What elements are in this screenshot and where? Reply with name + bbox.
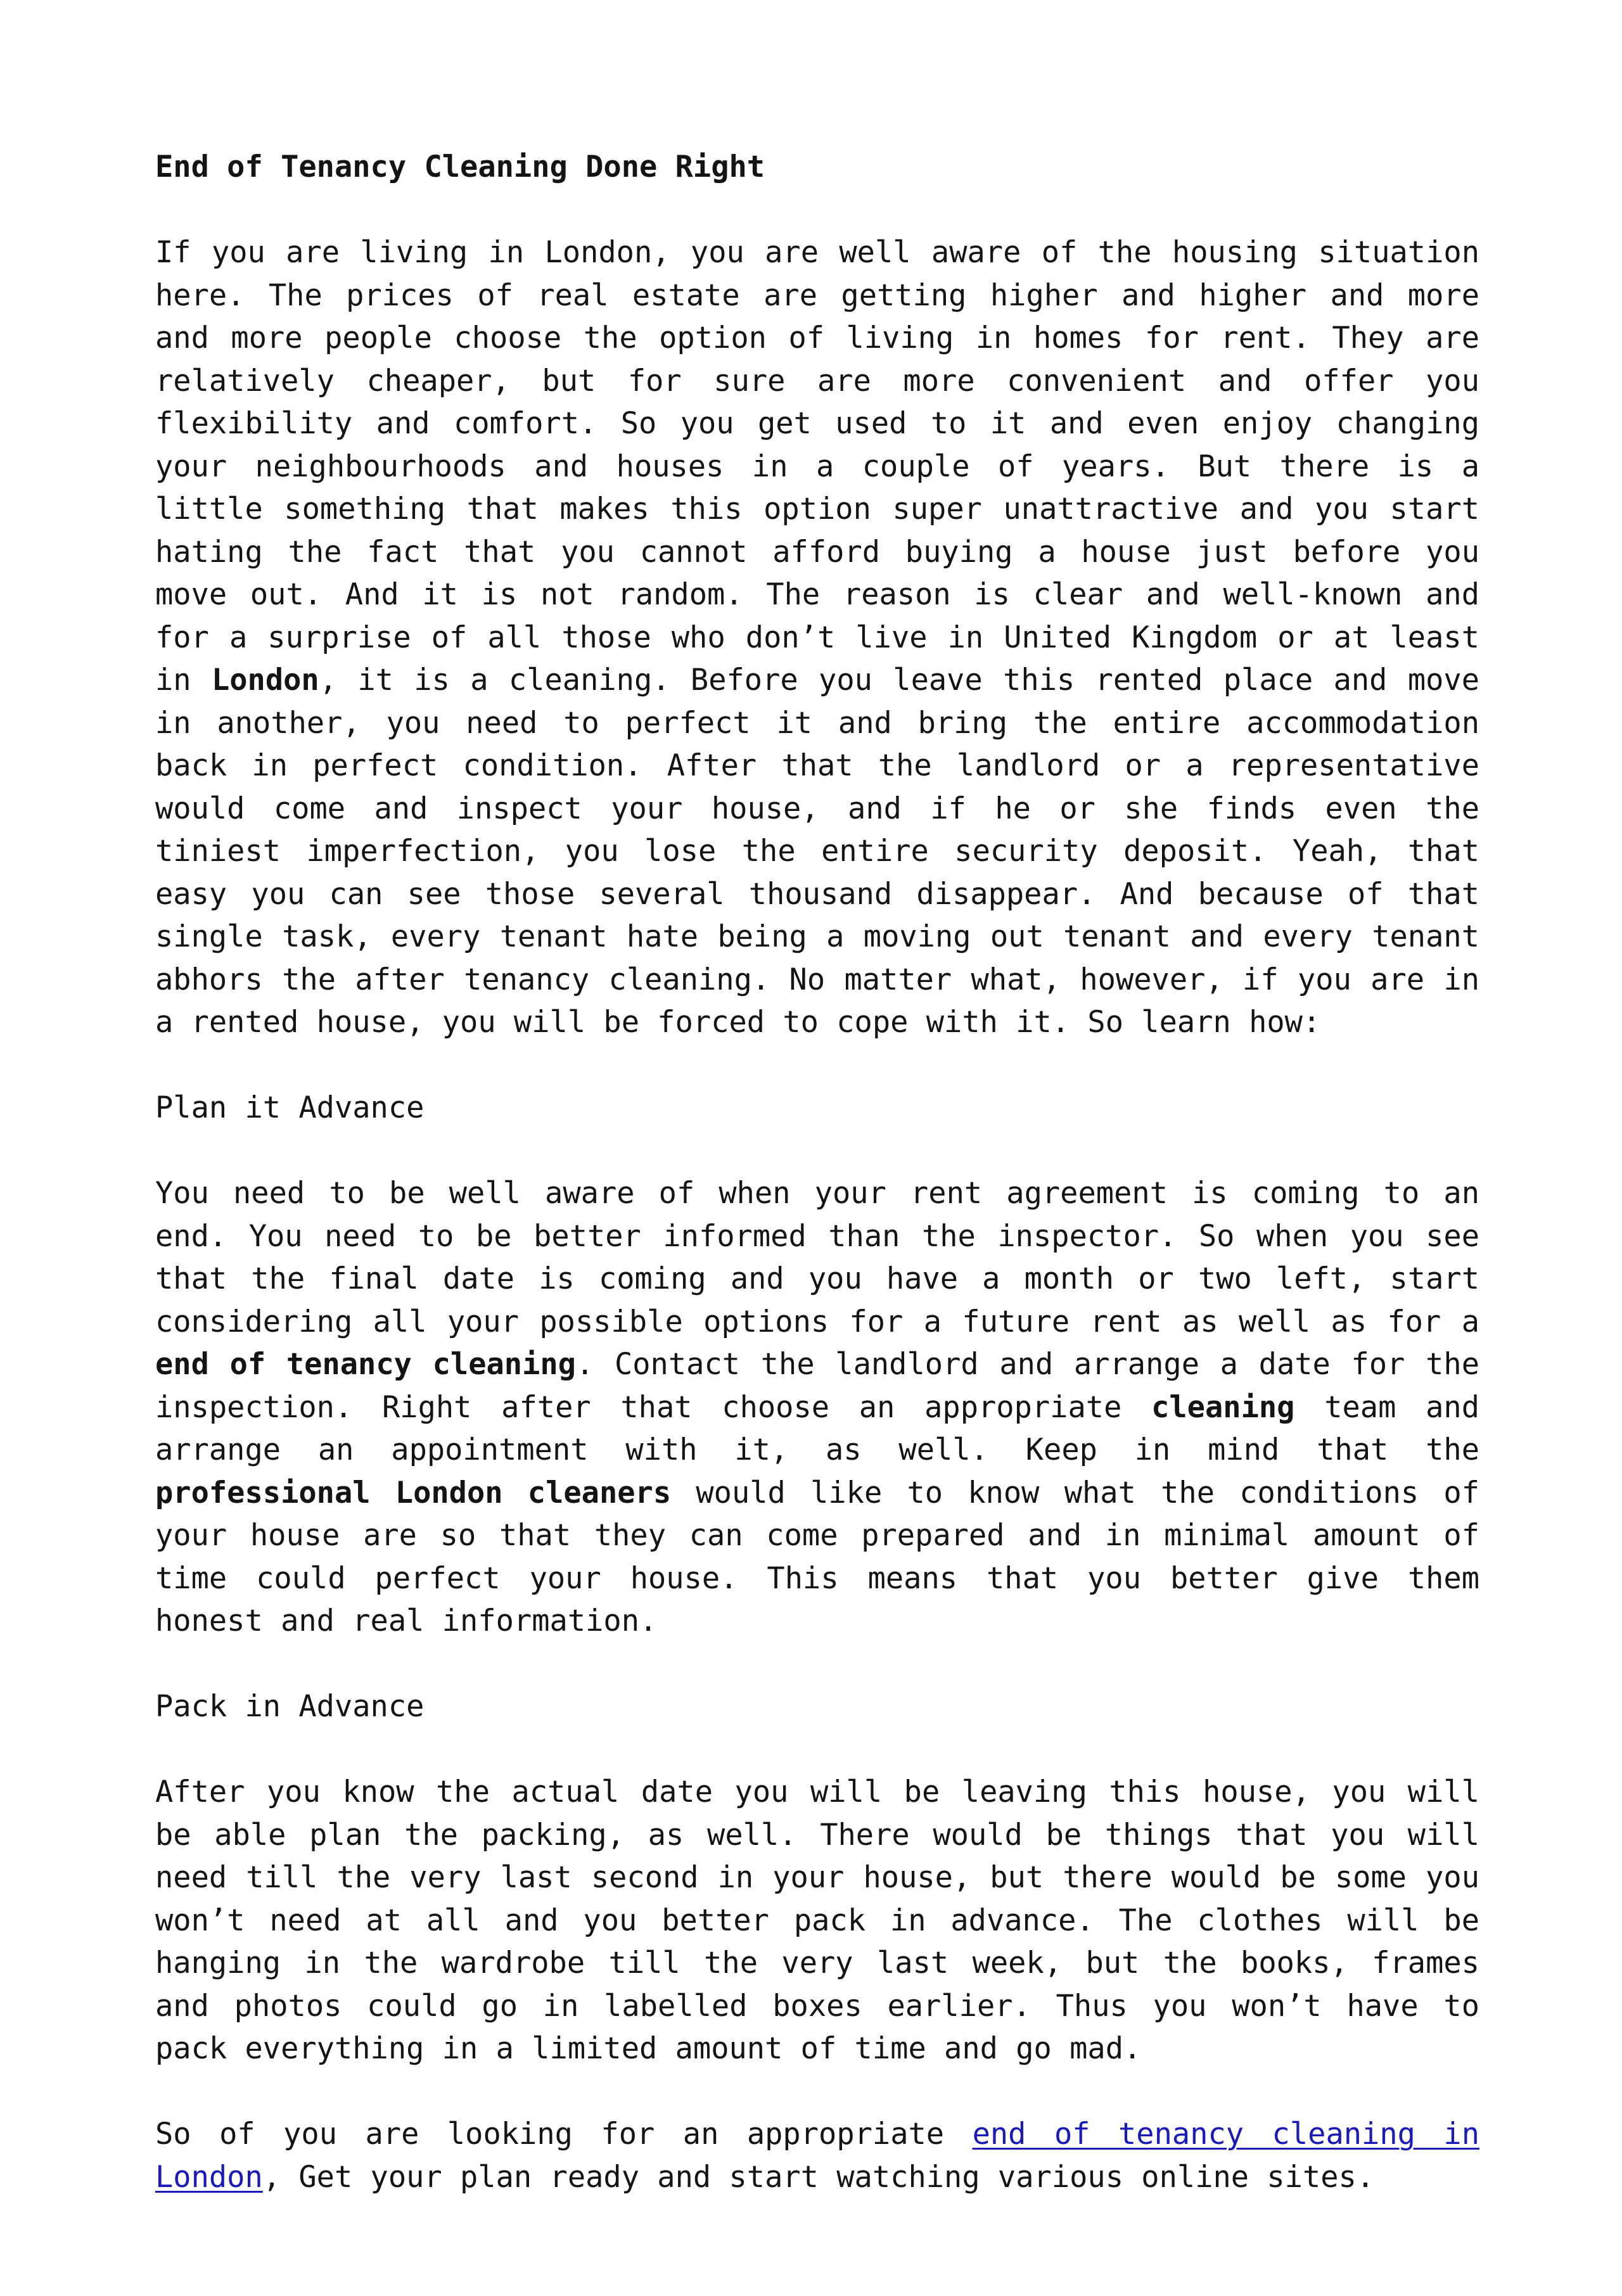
plan-text-4: would like to know what the conditions of your house are so that they can come prepared and in minimal amount of time could perfect your house. This means that you better give them honest and real information. <box>155 1475 1479 1638</box>
section-heading-pack: Pack in Advance <box>155 1689 425 1724</box>
intro-paragraph <box>155 231 1479 1044</box>
plan-text-2: . Contact the landlord and arrange a date for the inspection. Right after that choose an appropriate <box>155 1347 1479 1425</box>
closing-text-2: , Get your plan ready and start watching various online sites. <box>262 2159 1375 2195</box>
closing-paragraph <box>155 2113 1479 2198</box>
pack-paragraph <box>155 1771 1479 2070</box>
closing-text-1: So of you are looking for an appropriate <box>155 2117 973 2152</box>
plan-bold-professional-cleaners: professional London cleaners <box>155 1475 672 1510</box>
plan-bold-cleaning: cleaning <box>1151 1389 1295 1425</box>
end-of-tenancy-link[interactable]: end of tenancy cleaning in London <box>155 2117 1479 2195</box>
section-heading-plan: Plan it Advance <box>155 1090 425 1125</box>
intro-bold-london: London <box>211 663 319 698</box>
plan-text-3: team and arrange an appointment with it, as well. Keep in mind that the <box>155 1389 1479 1467</box>
pack-text-1: After you know the actual date you will be leaving this house, you will be able plan the packing, as well. There would be things that you will need till the very last second in your house, but there would be some you won’t need at all and you better pack in advance. The clothes will be hanging in the wardrobe till the very last week, but the books, frames and photos could go in labelled boxes earlier. Thus you won’t have to pack everything in a limited amount of time and go mad. <box>155 1775 1479 2066</box>
intro-text-1: If you are living in London, you are well aware of the housing situation here. The prices of real estate are getting higher and higher and more and more people choose the option of living in homes for rent. They are relatively cheaper, but for sure are more convenient and offer you flexibility and comfort. So you get used to it and even enjoy changing your neighbourhoods and houses in a couple of years. But there is a little something that makes this option super unattractive and you start hating the fact that you cannot afford buying a house just before you move out. And it is not random. The reason is clear and well-known and for a surprise of all those who don’t live in United Kingdom or at least in <box>155 235 1479 698</box>
plan-text-1: You need to be well aware of when your rent agreement is coming to an end. You need to be better informed than the inspector. So when you see that the final date is coming and you have a month or two left, start considering all your possible options for a future rent as well as for a <box>155 1176 1479 1339</box>
document-page <box>155 146 1479 2242</box>
document-title: End of Tenancy Cleaning Done Right <box>155 150 765 184</box>
intro-text-2: , it is a cleaning. Before you leave this rented place and move in another, you need to perfect it and bring the entire accommodation back in perfect condition. After that the landlord or a representative would come and inspect your house, and if he or she finds even the tiniest imperfection, you lose the entire security deposit. Yeah, that easy you can see those several thousand disappear. And because of that single task, every tenant hate being a moving out tenant and every tenant abhors the after tenancy cleaning. No matter what, however, if you are in a rented house, you will be forced to cope with it. So learn how: <box>155 663 1479 1040</box>
plan-paragraph <box>155 1172 1479 1643</box>
plan-bold-end-of-tenancy: end of tenancy cleaning <box>155 1347 576 1382</box>
